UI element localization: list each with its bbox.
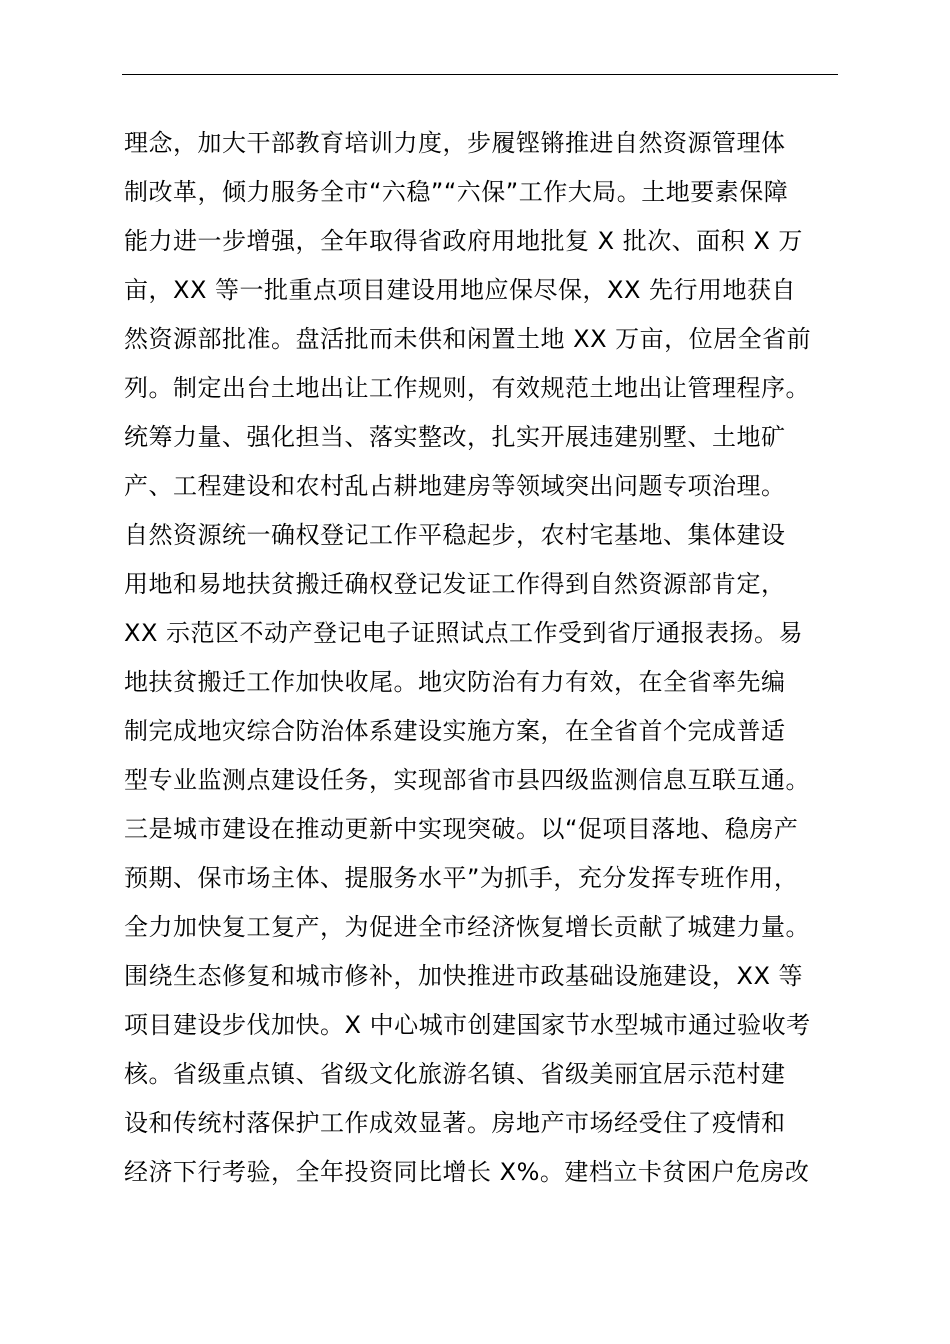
text-line-3: 能力进一步增强，全年取得省政府用地批复 X 批次、面积 X 万 [124, 227, 803, 255]
text-line-20: 核。省级重点镇、省级文化旅游名镇、省级美丽宜居示范村建 [124, 1060, 786, 1088]
text-line-8: 产、工程建设和农村乱占耕地建房等领域突出问题专项治理。 [124, 472, 786, 500]
text-line-2: 制改革，倾力服务全市“六稳”“六保”工作大局。土地要素保障 [124, 178, 789, 206]
text-line-5: 然资源部批准。盘活批而未供和闲置土地 XX 万亩，位居全省前 [124, 325, 812, 353]
text-line-1: 理念，加大干部教育培训力度，步履铿锵推进自然资源管理体 [124, 129, 786, 157]
text-line-18: 围绕生态修复和城市修补，加快推进市政基础设施建设，XX 等 [124, 962, 804, 990]
body-paragraph [124, 119, 884, 1197]
text-line-19: 项目建设步伐加快。X 中心城市创建国家节水型城市通过验收考 [124, 1011, 811, 1039]
text-line-14: 型专业监测点建设任务，实现部省市县四级监测信息互联互通。 [124, 766, 810, 794]
header-rule [122, 74, 838, 75]
text-line-11: XX 示范区不动产登记电子证照试点工作受到省厅通报表扬。易 [124, 619, 804, 647]
text-line-12: 地扶贫搬迁工作加快收尾。地灾防治有力有效，在全省率先编 [124, 668, 786, 696]
text-line-21: 设和传统村落保护工作成效显著。房地产市场经受住了疫情和 [124, 1109, 786, 1137]
text-line-15: 三是城市建设在推动更新中实现突破。以“促项目落地、稳房产 [124, 815, 799, 843]
text-line-16: 预期、保市场主体、提服务水平”为抓手，充分发挥专班作用， [124, 864, 799, 892]
text-line-4: 亩，XX 等一批重点项目建设用地应保尽保，XX 先行用地获自 [124, 276, 797, 304]
text-line-9: 自然资源统一确权登记工作平稳起步，农村宅基地、集体建设 [124, 521, 786, 549]
text-line-13: 制完成地灾综合防治体系建设实施方案，在全省首个完成普适 [124, 717, 786, 745]
text-line-17: 全力加快复工复产，为促进全市经济恢复增长贡献了城建力量。 [124, 913, 810, 941]
text-line-7: 统筹力量、强化担当、落实整改，扎实开展违建别墅、土地矿 [124, 423, 786, 451]
text-line-10: 用地和易地扶贫搬迁确权登记发证工作得到自然资源部肯定， [124, 570, 786, 598]
text-line-22: 经济下行考验，全年投资同比增长 X%。建档立卡贫困户危房改 [124, 1158, 810, 1186]
text-line-6: 列。制定出台土地出让工作规则，有效规范土地出让管理程序。 [124, 374, 810, 402]
